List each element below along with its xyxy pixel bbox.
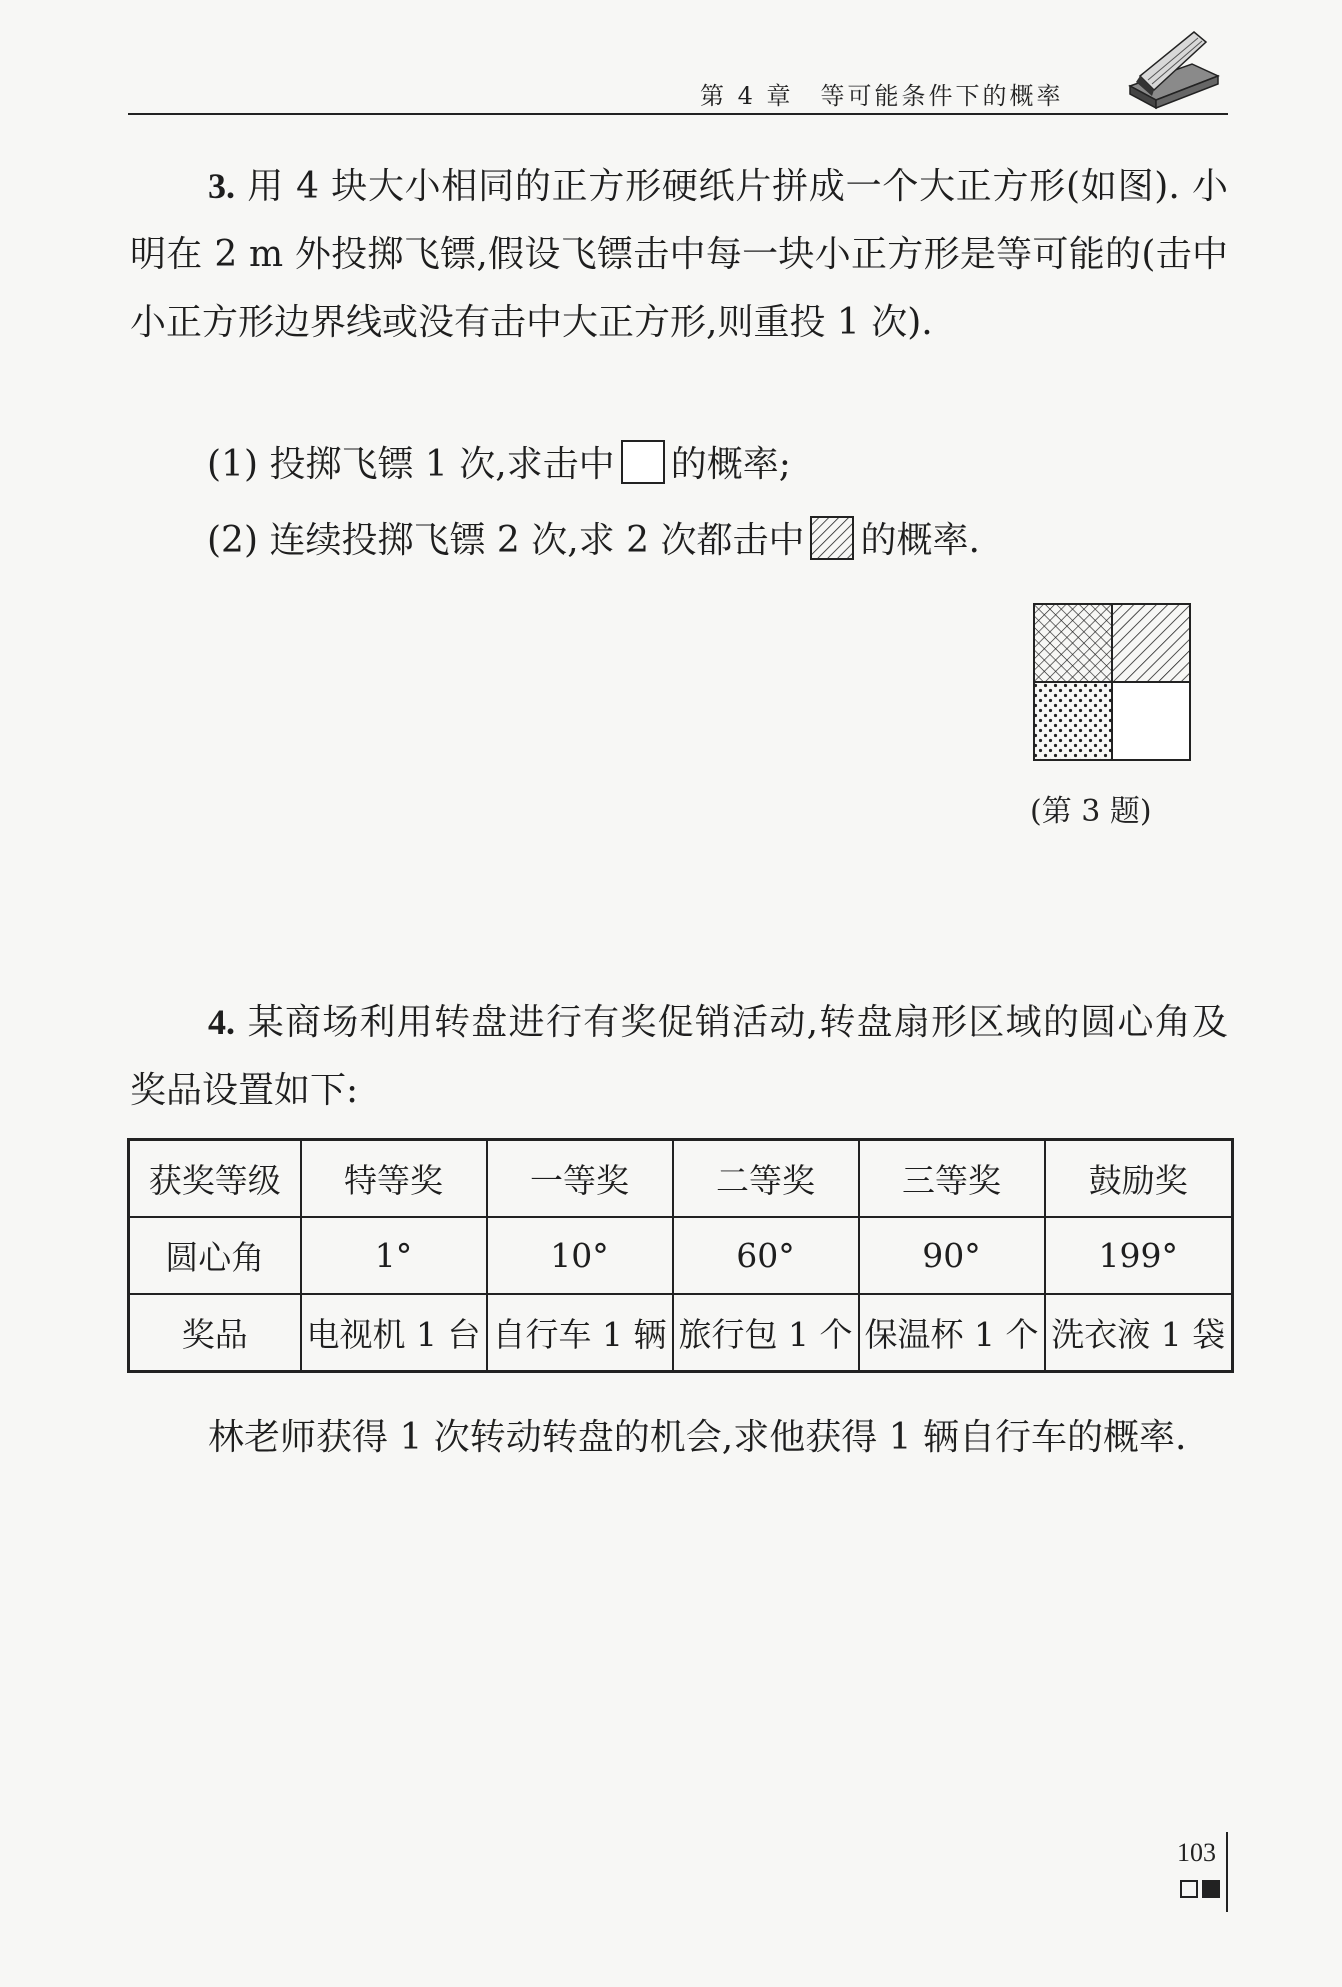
question-4-text: 某商场利用转盘进行有奖促销活动,转盘扇形区域的圆心角及奖品设置如下: xyxy=(130,1002,1228,1111)
prize-table xyxy=(127,1138,1234,1373)
table-cell: 三等奖 xyxy=(859,1140,1045,1218)
footer-rule xyxy=(1226,1832,1228,1912)
dotted-square xyxy=(1034,682,1112,760)
part-1-text-before: (1) 投掷飞镖 1 次,求击中 xyxy=(207,444,615,485)
table-cell: 奖品 xyxy=(129,1294,301,1372)
question-3-part-1 xyxy=(207,440,791,490)
table-cell: 洗衣液 1 袋 xyxy=(1045,1294,1233,1372)
question-3-number: 3. xyxy=(208,166,235,206)
table-row xyxy=(129,1294,1233,1372)
table-row xyxy=(129,1217,1233,1294)
open-square-icon xyxy=(1180,1880,1198,1898)
table-cell: 一等奖 xyxy=(487,1140,673,1218)
question-3 xyxy=(130,152,1228,357)
chapter-header: 第 4 章 等可能条件下的概率 xyxy=(700,82,1064,110)
table-cell: 90° xyxy=(859,1217,1045,1294)
question-4 xyxy=(130,988,1228,1125)
table-cell: 自行车 1 辆 xyxy=(487,1294,673,1372)
question-4-number: 4. xyxy=(208,1002,235,1042)
figure-caption: (第 3 题) xyxy=(1030,794,1152,829)
crosshatch-square xyxy=(1034,604,1112,682)
table-cell: 获奖等级 xyxy=(129,1140,301,1218)
question-4-followup: 林老师获得 1 次转动转盘的机会,求他获得 1 辆自行车的概率. xyxy=(208,1417,1187,1458)
part-2-text-before: (2) 连续投掷飞镖 2 次,求 2 次都击中 xyxy=(207,520,805,561)
table-cell: 60° xyxy=(673,1217,859,1294)
header-rule xyxy=(128,113,1228,115)
table-cell: 保温杯 1 个 xyxy=(859,1294,1045,1372)
part-1-text-after: 的概率; xyxy=(670,444,791,485)
table-cell: 电视机 1 台 xyxy=(301,1294,487,1372)
table-cell: 1° xyxy=(301,1217,487,1294)
filled-square-icon xyxy=(1202,1880,1220,1898)
part-2-text-after: 的概率. xyxy=(860,520,980,561)
page-number: 103 xyxy=(1177,1838,1216,1867)
table-cell: 10° xyxy=(487,1217,673,1294)
hatched-square-icon xyxy=(810,516,854,560)
question-3-part-2 xyxy=(207,516,980,566)
book-icon xyxy=(1122,24,1222,110)
diagonal-hatch-square xyxy=(1112,604,1190,682)
table-cell: 旅行包 1 个 xyxy=(673,1294,859,1372)
table-row xyxy=(129,1140,1233,1218)
question-3-text: 用 4 块大小相同的正方形硬纸片拼成一个大正方形(如图). 小明在 2 m 外投掷飞镖,假设飞镖击中每一块小正方形是等可能的(击中小正方形边界线或没有击中大正方形,则重投 1 次). xyxy=(130,166,1228,343)
table-cell: 199° xyxy=(1045,1217,1233,1294)
table-cell: 特等奖 xyxy=(301,1140,487,1218)
table-cell: 圆心角 xyxy=(129,1217,301,1294)
table-cell: 鼓励奖 xyxy=(1045,1140,1233,1218)
table-cell: 二等奖 xyxy=(673,1140,859,1218)
blank-square-icon xyxy=(621,440,665,484)
blank-square xyxy=(1112,682,1190,760)
dartboard-square-figure xyxy=(1033,603,1191,761)
